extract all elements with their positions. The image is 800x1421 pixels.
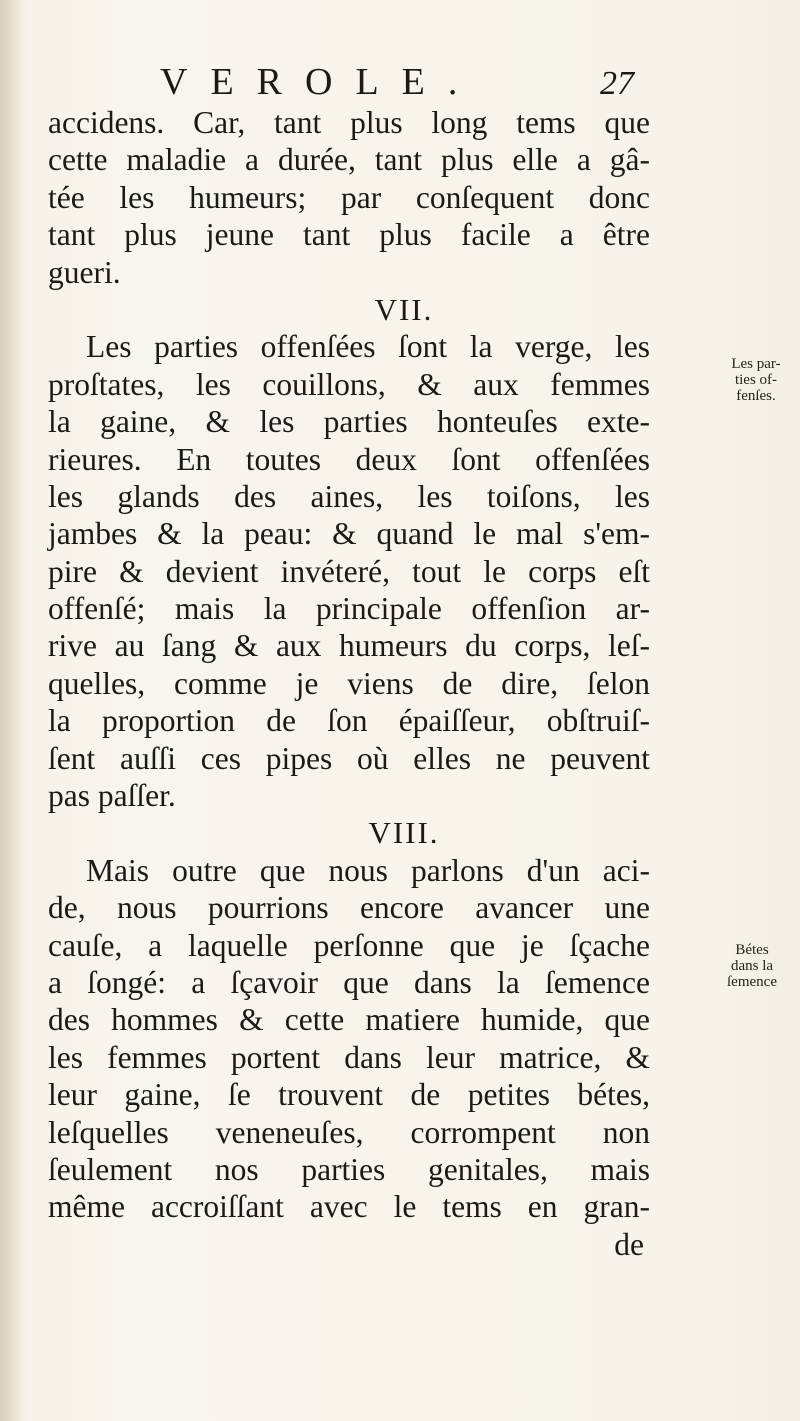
- text-line: de, nous pourrions encore avancer une: [48, 890, 650, 926]
- text-line: gueri.: [48, 254, 121, 290]
- text-line: ſent auſſi ces pipes où elles ne peuvent: [48, 740, 650, 776]
- text-line: cauſe, a laquelle perſonne que je ſçache: [48, 927, 650, 963]
- section-number: VII.: [374, 291, 434, 327]
- text-line: offenſé; mais la principale offenſion ar-: [48, 591, 650, 627]
- text-line: rieures. En toutes deux ſont offenſées: [48, 441, 650, 477]
- marginal-note-line: Bétes: [735, 942, 769, 958]
- text-line: accidens. Car, tant plus long tems que: [48, 105, 650, 140]
- marginal-note-line: Les par-: [731, 356, 781, 372]
- text-line: leſquelles veneneuſes, corrompent non: [48, 1114, 650, 1150]
- text-line: des hommes & cette matiere humide, que: [48, 1002, 650, 1038]
- text-line: la proportion de ſon épaiſſeur, obſtruiſ-: [48, 703, 650, 739]
- text-line: la gaine, & les parties honteuſes exte-: [48, 404, 650, 440]
- paragraph-first-line: Les parties offenſées ſont la verge, les: [86, 329, 650, 365]
- text-line: rive au ſang & aux humeurs du corps, leſ-: [48, 628, 650, 664]
- text-line: les glands des aines, les toiſons, les: [48, 478, 650, 514]
- text-line: cette maladie a durée, tant plus elle a gâ-: [48, 142, 650, 178]
- paragraph-first-line: Mais outre que nous parlons d'un aci-: [86, 852, 650, 888]
- marginal-note-line: fenſes.: [736, 388, 776, 404]
- text-line: a ſongé: a ſçavoir que dans la ſemence: [48, 964, 650, 1000]
- running-title: VEROLE.: [160, 61, 481, 103]
- text-line: tée les humeurs; par conſequent donc: [48, 179, 650, 215]
- marginal-note-parties: [716, 356, 796, 404]
- marginal-note-line: ties of-: [734, 372, 778, 388]
- text-line: leur gaine, ſe trouvent de petites bétes,: [48, 1077, 650, 1113]
- text-line: jambes & la peau: & quand le mal s'em-: [48, 516, 650, 552]
- marginal-note-betes: [712, 942, 792, 990]
- text-line: ſeulement nos parties genitales, mais: [48, 1151, 650, 1187]
- text-line: proſtates, les couillons, & aux femmes: [48, 366, 650, 402]
- marginal-note-line: dans la: [730, 958, 774, 974]
- section-number: VIII.: [368, 815, 440, 851]
- text-line: quelles, comme je viens de dire, ſelon: [48, 665, 650, 701]
- catchword: de: [614, 1226, 644, 1262]
- text-line: les femmes portent dans leur matrice, &: [48, 1039, 650, 1075]
- page-number: 27: [600, 65, 634, 102]
- text-line: tant plus jeune tant plus facile a être: [48, 217, 650, 253]
- text-line: pas paſſer.: [48, 778, 176, 814]
- marginal-note-line: ſemence: [727, 974, 777, 990]
- running-head: [160, 58, 660, 106]
- body-text: [48, 104, 650, 1263]
- page-gutter: [0, 0, 22, 1421]
- text-line: même accroiſſant avec le tems en gran-: [48, 1189, 650, 1225]
- text-line: pire & devient invéteré, tout le corps eſt: [48, 553, 650, 589]
